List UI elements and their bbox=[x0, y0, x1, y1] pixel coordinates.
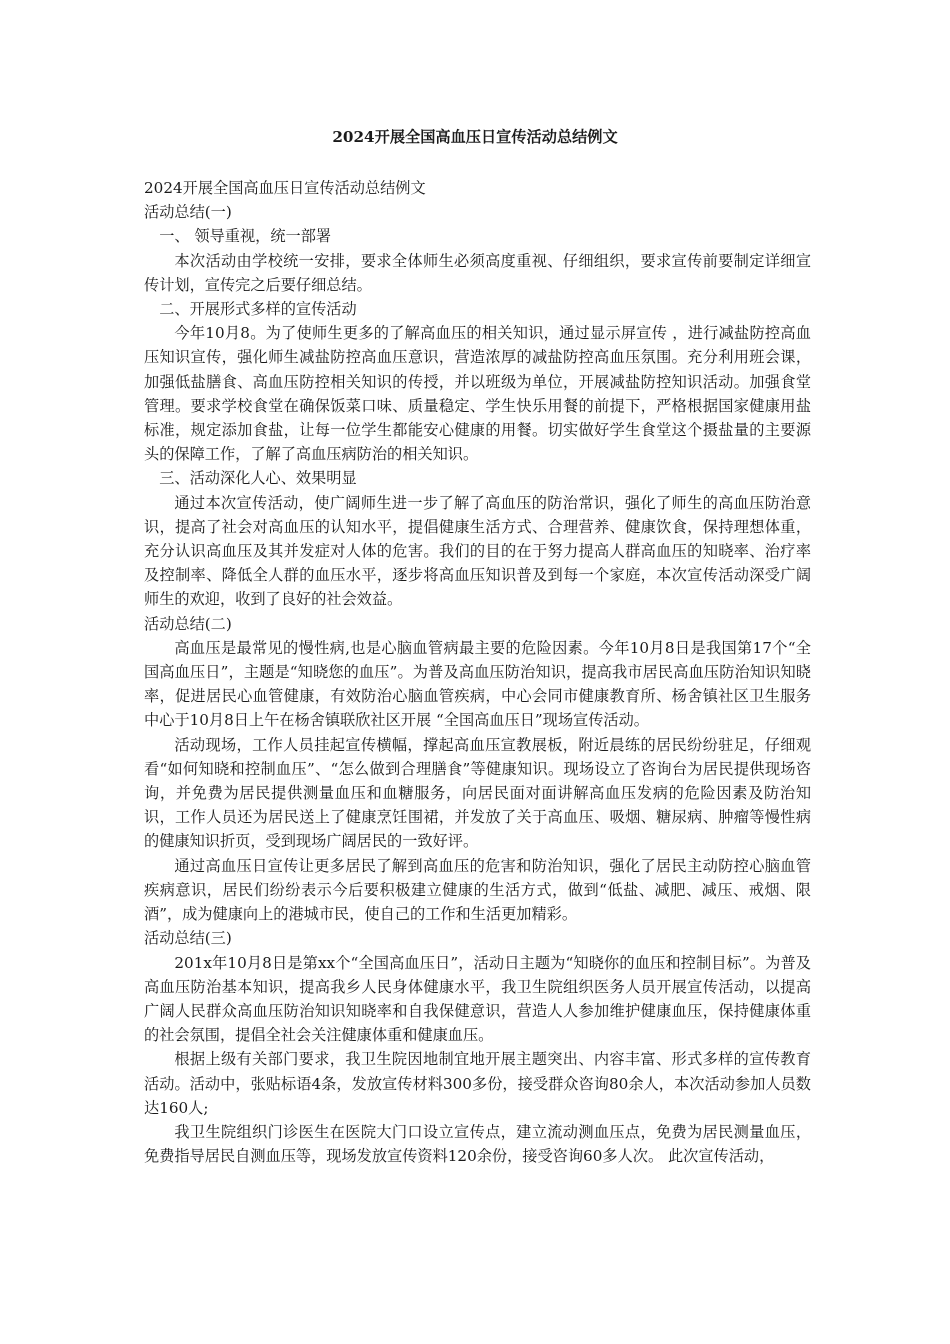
paragraph: 高血压是最常见的慢性病,也是心脑血管病最主要的危险因素。今年10月8日是我国第17个“全国高血压日”，主题是“知晓您的血压”。为普及高血压防治知识，提高我市居民高血压防治知识知晓率，促进居民心血管健康，有效防治心脑血管疾病，中心会同市健康教育所、杨舍镇社区卫生服务中心于10月8日上午在杨舍镇联欣社区开展 “全国高血压日”现场宣传活动。 bbox=[144, 638, 811, 730]
item-heading-1: 一、 领导重视，统一部署 bbox=[159, 227, 332, 246]
paragraph: 通过本次宣传活动，使广阔师生进一步了解了高血压的防治常识，强化了师生的高血压防治意识，提高了社会对高血压的认知水平，提倡健康生活方式、合理营养、健康饮食，保持理想体重，充分认识高血压及其并发症对人体的危害。我们的目的在于努力提高人群高血压的知晓率、治疗率及控制率、降低全人群的血压水平，逐步将高血压知识普及到每一个家庭，本次宣传活动深受广阔师生的欢迎，收到了良好的社会效益。 bbox=[144, 493, 811, 609]
paragraph: 今年10月8。为了使师生更多的了解高血压的相关知识，通过显示屏宣传 ，进行减盐防控高血压知识宣传，强化师生减盐防控高血压意识，营造浓厚的减盐防控高血压氛围。充分利用班会课，加强低盐膳食、高血压防控相关知识的传授，并以班级为单位，开展减盐防控知识活动。加强食堂管理。要求学校食堂在确保饭菜口味、质量稳定、学生快乐用餐的前提下，严格根据国家健康用盐标准，规定添加食盐，让每一位学生都能安心健康的用餐。切实做好学生食堂这个摄盐量的主要源头的保障工作，了解了高血压病防治的相关知识。 bbox=[144, 324, 811, 464]
document-body bbox=[144, 176, 811, 1168]
section-heading-1: 活动总结(一) bbox=[144, 203, 232, 222]
paragraph: 根据上级有关部门要求，我卫生院因地制宜地开展主题突出、内容丰富、形式多样的宣传教育活动。活动中，张贴标语4条，发放宣传材料300多份，接受群众咨询80余人，本次活动参加人员数达160人; bbox=[144, 1050, 811, 1117]
item-heading-2: 二、开展形式多样的宣传活动 bbox=[159, 300, 357, 319]
paragraph: 活动现场，工作人员挂起宣传横幅，撑起高血压宣教展板，附近晨练的居民纷纷驻足，仔细观看“如何知晓和控制血压”、“怎么做到合理膳食”等健康知识。现场设立了咨询台为居民提供现场咨询，并免费为居民提供测量血压和血糖服务，向居民面对面讲解高血压发病的危险因素及防治知识，工作人员还为居民送上了健康烹饪围裙，并发放了关于高血压、吸烟、糖尿病、肿瘤等慢性病的健康知识折页，受到现场广阔居民的一致好评。 bbox=[144, 735, 811, 851]
paragraph: 通过高血压日宣传让更多居民了解到高血压的危害和防治知识，强化了居民主动防控心脑血管疾病意识，居民们纷纷表示今后要积极建立健康的生活方式，做到“低盐、减肥、减压、戒烟、限酒”，成为健康向上的港城市民，使自己的工作和生活更加精彩。 bbox=[144, 856, 811, 924]
paragraph: 201x年10月8日是第xx个“全国高血压日”，活动日主题为“知晓你的血压和控制目标”。为普及高血压防治基本知识，提高我乡人民身体健康水平，我卫生院组织医务人员开展宣传活动，以提高广阔人民群众高血压防治知识知晓率和自我保健意识，营造人人参加维护健康血压，保持健康体重的社会氛围，提倡全社会关注健康体重和健康血压。 bbox=[144, 953, 811, 1045]
section-heading-3: 活动总结(三) bbox=[144, 929, 232, 948]
item-heading-3: 三、活动深化人心、效果明显 bbox=[159, 469, 357, 488]
paragraph: 本次活动由学校统一安排，要求全体师生必须高度重视、仔细组织，要求宣传前要制定详细宣传计划，宣传完之后要仔细总结。 bbox=[144, 251, 811, 294]
paragraph: 我卫生院组织门诊医生在医院大门口设立宣传点，建立流动测血压点，免费为居民测量血压，免费指导居民自测血压等，现场发放宣传资料120余份，接受咨询60多人次。 此次宣传活动， bbox=[144, 1122, 811, 1166]
document-subtitle: 2024开展全国高血压日宣传活动总结例文 bbox=[144, 179, 426, 197]
document-title: 2024开展全国高血压日宣传活动总结例文 bbox=[332, 128, 618, 146]
section-heading-2: 活动总结(二) bbox=[144, 614, 232, 633]
